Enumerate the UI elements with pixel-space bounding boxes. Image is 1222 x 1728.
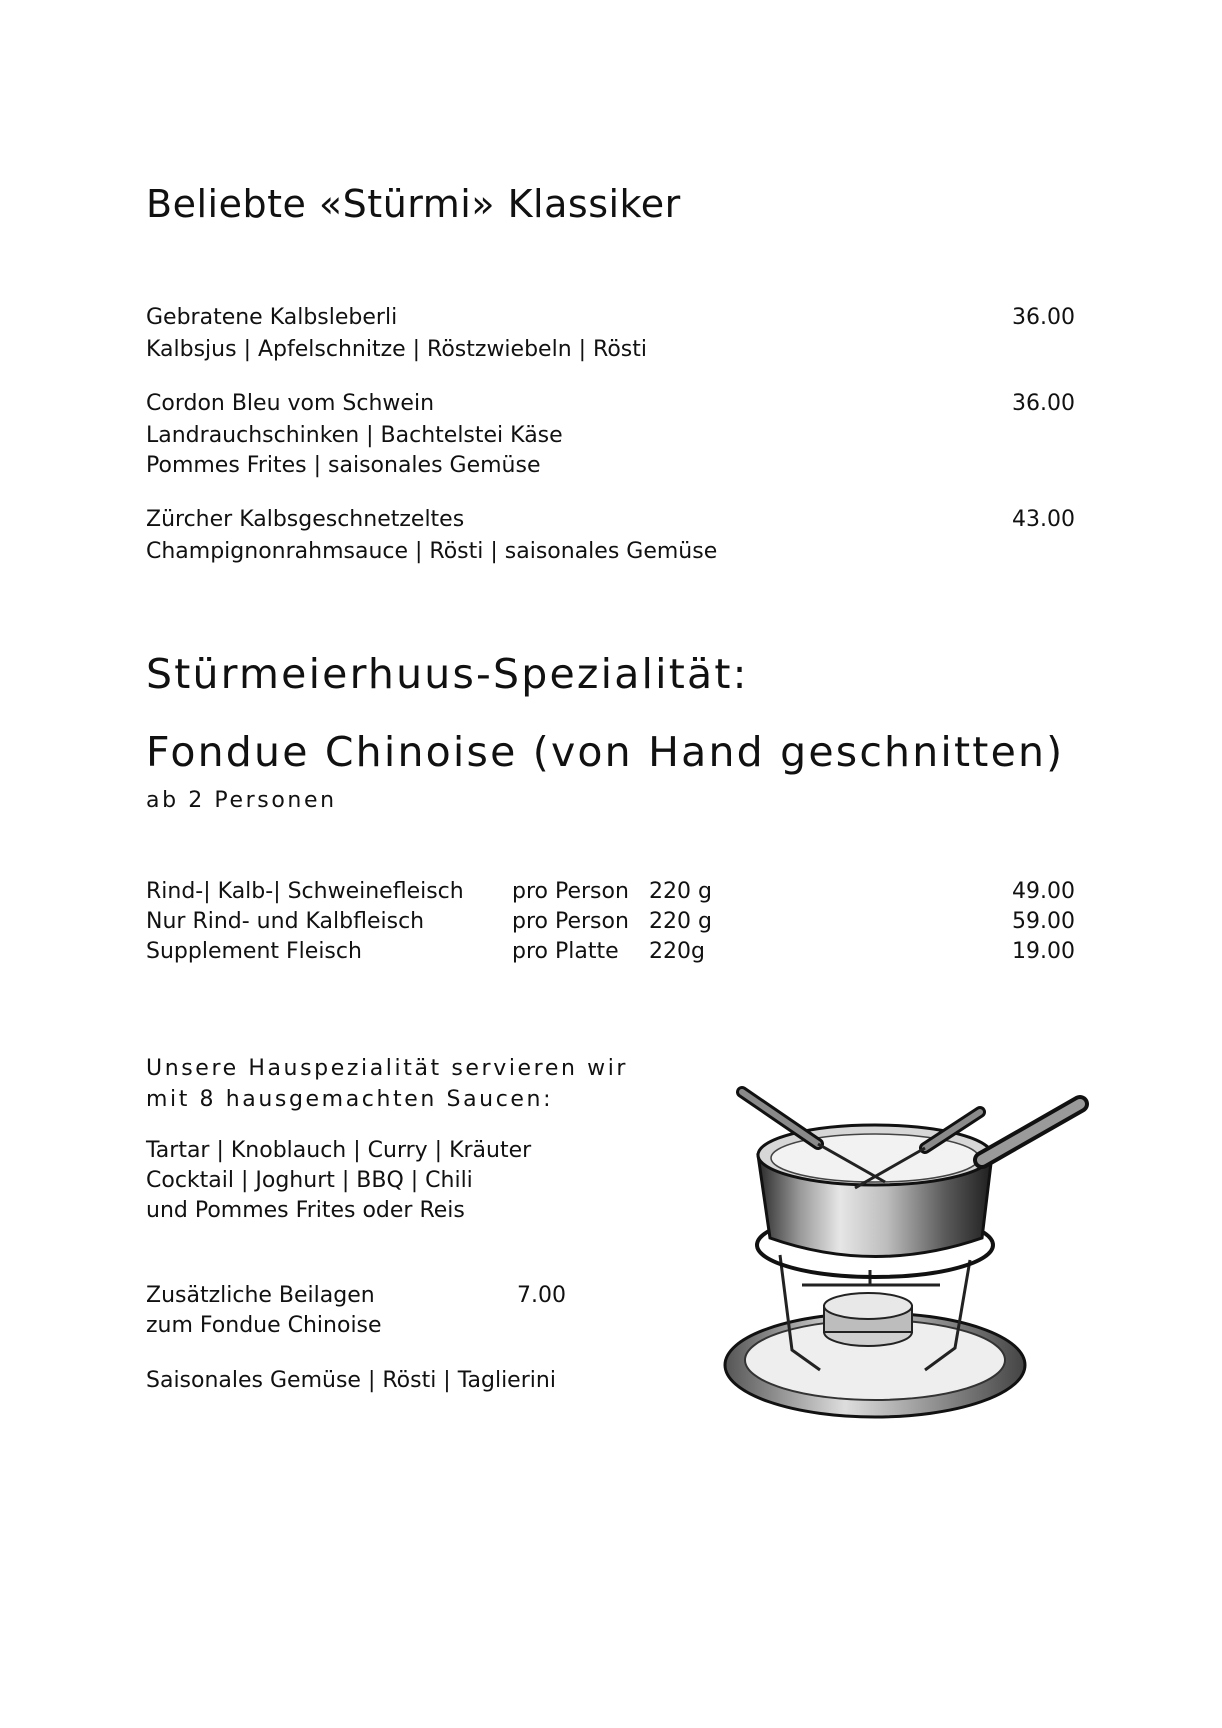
sides-items: Saisonales Gemüse | Rösti | Taglierini bbox=[146, 1368, 556, 1393]
sides-label: zum Fondue Chinoise bbox=[146, 1313, 382, 1338]
sides-label: Zusätzliche Beilagen bbox=[146, 1283, 375, 1308]
specialty-row-price: 49.00 bbox=[1012, 879, 1075, 904]
specialty-subtitle: Fondue Chinoise (von Hand geschnitten) bbox=[146, 728, 1065, 776]
specialty-note: ab 2 Personen bbox=[146, 788, 337, 813]
menu-item-description: Kalbsjus | Apfelschnitze | Röstzwiebeln | Rösti bbox=[146, 337, 647, 362]
specialty-row-price: 59.00 bbox=[1012, 909, 1075, 934]
fondue-pot-illustration bbox=[720, 1070, 1110, 1430]
specialty-row-price: 19.00 bbox=[1012, 939, 1075, 964]
menu-item-price: 36.00 bbox=[1012, 305, 1075, 330]
sauces-intro: Unsere Hauspezialität servieren wir bbox=[146, 1056, 629, 1081]
menu-item-description: Landrauchschinken | Bachtelstei Käse bbox=[146, 423, 563, 448]
menu-item-description: Pommes Frites | saisonales Gemüse bbox=[146, 453, 541, 478]
pot bbox=[758, 1104, 1080, 1257]
specialty-row-name: Supplement Fleisch bbox=[146, 939, 362, 964]
menu-item-price: 36.00 bbox=[1012, 391, 1075, 416]
sauces-intro: mit 8 hausgemachten Saucen: bbox=[146, 1087, 554, 1112]
sauce-list-line: und Pommes Frites oder Reis bbox=[146, 1198, 465, 1223]
sides-price: 7.00 bbox=[517, 1283, 566, 1308]
specialty-row-unit: pro Platte bbox=[512, 939, 619, 964]
menu-item-name: Cordon Bleu vom Schwein bbox=[146, 391, 435, 416]
sauce-list-line: Tartar | Knoblauch | Curry | Kräuter bbox=[146, 1138, 532, 1163]
specialty-row-weight: 220 g bbox=[649, 879, 712, 904]
specialty-row-weight: 220 g bbox=[649, 909, 712, 934]
menu-item-name: Gebratene Kalbsleberli bbox=[146, 305, 398, 330]
sauce-list-line: Cocktail | Joghurt | BBQ | Chili bbox=[146, 1168, 473, 1193]
specialty-row-unit: pro Person bbox=[512, 909, 629, 934]
menu-item-description: Champignonrahmsauce | Rösti | saisonales Gemüse bbox=[146, 539, 718, 564]
specialty-row-unit: pro Person bbox=[512, 879, 629, 904]
menu-item-price: 43.00 bbox=[1012, 507, 1075, 532]
menu-item-name: Zürcher Kalbsgeschnetzeltes bbox=[146, 507, 465, 532]
specialty-title: Stürmeierhuus-Spezialität: bbox=[146, 650, 749, 698]
burner bbox=[824, 1293, 912, 1346]
classics-title: Beliebte «Stürmi» Klassiker bbox=[146, 182, 681, 226]
specialty-row-name: Nur Rind- und Kalbfleisch bbox=[146, 909, 425, 934]
specialty-row-name: Rind-| Kalb-| Schweinefleisch bbox=[146, 879, 464, 904]
specialty-row-weight: 220g bbox=[649, 939, 705, 964]
